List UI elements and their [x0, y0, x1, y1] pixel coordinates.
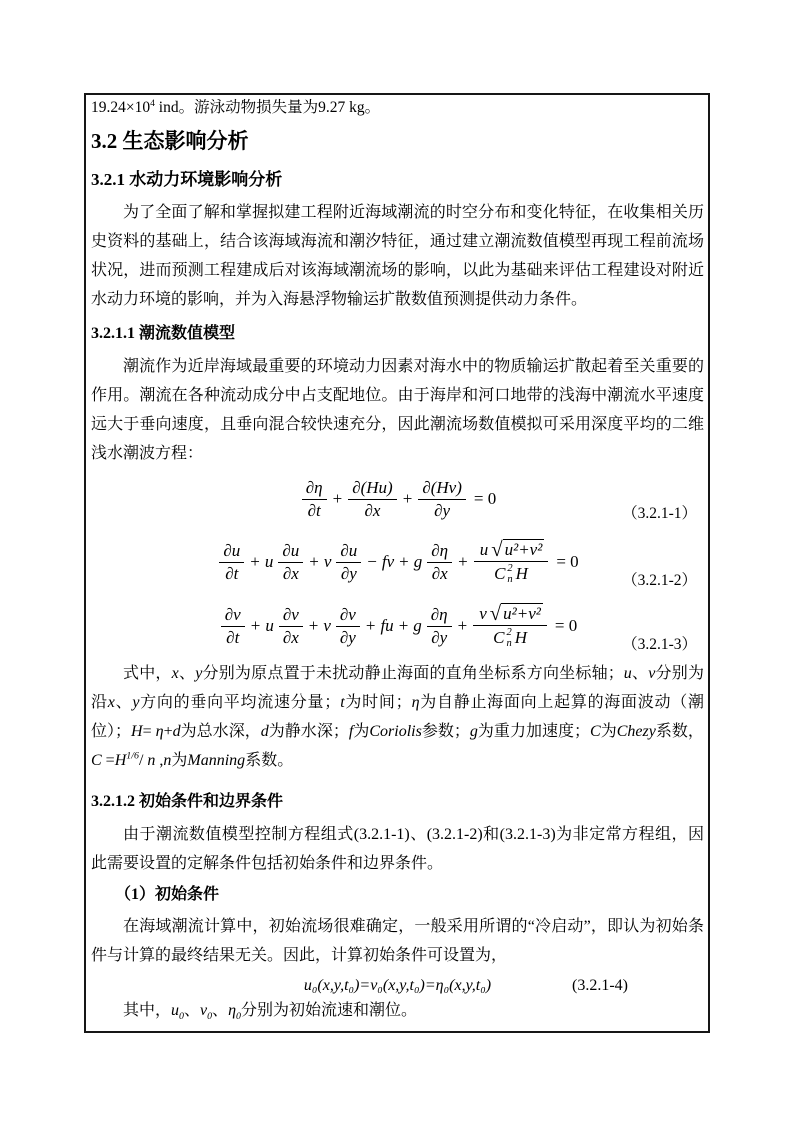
fraction-numerator: ∂(Hv): [418, 478, 466, 500]
text-run: 分别为原点置于未扰动静止海面的直角坐标系方向坐标轴；: [202, 665, 624, 682]
variable: u: [264, 552, 274, 572]
variable: H: [514, 627, 527, 647]
equals-zero: = 0: [556, 552, 579, 572]
variable: u: [479, 540, 489, 560]
text-run: 其中，: [123, 1002, 172, 1019]
text-run: n: [147, 752, 156, 769]
subscript: n: [506, 637, 512, 649]
report-table-cell: [84, 93, 710, 1033]
sup-sub-stack: [507, 563, 512, 585]
text-run: Chezy: [616, 723, 656, 740]
text-run: C: [91, 752, 102, 769]
text-run: Manning: [187, 752, 246, 769]
operator: +: [399, 552, 409, 572]
fraction-denominator: [491, 626, 529, 649]
fraction-denominator: ∂y: [339, 627, 356, 647]
fraction: [427, 541, 452, 583]
text-run: +: [163, 723, 173, 740]
text-run: Coriolis: [369, 723, 422, 740]
fraction: [221, 605, 245, 647]
variable: C: [493, 627, 505, 647]
fraction-denominator: ∂x: [282, 563, 299, 583]
text-run: x: [171, 665, 179, 682]
fraction: [219, 541, 244, 583]
equation-momentum-x: [91, 533, 704, 591]
text-run: 0: [207, 1011, 213, 1023]
text-run: 19.24×10: [91, 99, 151, 116]
text-run: t: [340, 694, 345, 711]
text-run: n: [163, 752, 172, 769]
subscript: n: [507, 573, 513, 585]
text-run: 方向的垂向平均流速分量；: [139, 694, 341, 711]
fraction: [278, 541, 303, 583]
text-run: η: [411, 694, 420, 711]
fraction-numerator: ∂η: [427, 541, 452, 563]
text-run: 、: [212, 1002, 229, 1019]
text-run: H: [131, 723, 143, 740]
sqrt-icon: √: [489, 603, 502, 626]
paragraph-definite-conditions: 由于潮流数值模型控制方程组式(3.2.1-1)、(3.2.1-2)和(3.2.1-3)为非定常方程组，因此需要设置的定解条件包括初始条件和边界条件。: [91, 826, 704, 872]
text-run: 0: [179, 1011, 184, 1023]
operator: +: [308, 616, 319, 636]
fraction-numerator: ∂v: [336, 605, 360, 627]
variable: g: [413, 616, 422, 636]
fraction: [336, 605, 360, 647]
text-run: 0: [236, 1011, 241, 1023]
fraction: [336, 541, 361, 583]
heading-3-2: 3.2 生态影响分析: [91, 129, 249, 153]
text-run: ,: [155, 752, 164, 769]
variable: v: [323, 616, 331, 636]
equation-continuity: [91, 474, 704, 524]
heading-3-2-1: 3.2.1 水动力环境影响分析: [91, 170, 283, 189]
heading-3-2-1-2: 3.2.1.2 初始条件和边界条件: [91, 793, 284, 810]
radicand: u²+v²: [503, 604, 541, 624]
text-run: d: [172, 723, 181, 740]
text-run: 分别为沿: [91, 665, 704, 711]
text-run: x: [107, 694, 115, 711]
operator: +: [457, 616, 468, 636]
text-run: 为时间；: [344, 694, 412, 711]
variable: C: [494, 563, 506, 583]
variable: v: [479, 604, 487, 624]
fraction-denominator: ∂y: [340, 563, 357, 583]
operator: +: [309, 552, 319, 572]
text-run: v: [648, 665, 656, 682]
text-run: H: [114, 752, 127, 769]
fraction: [279, 605, 303, 647]
sqrt-icon: √: [491, 539, 503, 562]
operator: +: [250, 552, 260, 572]
variable: fu: [380, 616, 394, 636]
text-run: 、: [183, 1002, 200, 1019]
paragraph-initial-symbols: [91, 998, 704, 1024]
text-run: 式中，: [123, 665, 172, 682]
variable: u: [265, 616, 274, 636]
text-run: ind。游泳动物损失量为9.27 kg。: [154, 99, 381, 116]
variable: v: [323, 552, 332, 572]
superscript: 2: [506, 626, 512, 638]
equation-momentum-y: [91, 597, 704, 655]
fraction-denominator: ∂t: [225, 563, 239, 583]
operator: +: [332, 489, 343, 509]
text-run: C: [590, 723, 601, 740]
fraction: [348, 478, 397, 520]
fraction-numerator: ∂u: [278, 541, 303, 563]
equation-number: （3.2.1-2）: [622, 572, 697, 590]
fraction: [302, 478, 327, 520]
fraction-denominator: ∂y: [434, 500, 451, 520]
paragraph-hydrodynamic-overview: 为了全面了解和掌握拟建工程附近海域潮流的时空分布和变化特征，在收集相关历史资料的基础上，结合该海域海流和潮汐特征，通过建立潮流数值模型再现工程前流场状况，进而预测工程建成后对该海域潮流场的影响，以此为基础来评估工程建设对附近水动力环境的影响，并为入海悬浮物输运扩散数值预测提供动力条件。: [91, 204, 704, 308]
superscript: 2: [507, 562, 513, 574]
fraction: [418, 478, 466, 520]
operator: +: [365, 616, 376, 636]
fraction-denominator: ∂y: [431, 627, 448, 647]
text-run: 1/6: [126, 750, 139, 762]
variable: fv: [381, 552, 395, 572]
fraction-numerator: ∂v: [279, 605, 303, 627]
equation-number: （3.2.1-3）: [622, 636, 697, 654]
text-run: 为: [171, 752, 188, 769]
fraction-numerator: ∂η: [302, 478, 327, 500]
fraction-numerator: ∂v: [221, 605, 245, 627]
text-run: =: [101, 752, 115, 769]
text-run: g: [469, 723, 478, 740]
text-run: 系数，: [655, 723, 704, 740]
radicand: u²+v²: [504, 540, 543, 560]
text-run: v: [199, 1002, 208, 1019]
text-run: d: [260, 723, 269, 740]
text-run: η: [155, 723, 164, 740]
fraction-numerator: [474, 539, 549, 562]
text-run: 系数。: [245, 752, 294, 769]
equation-number: (3.2.1-4): [572, 977, 628, 994]
text-run: 、: [631, 665, 649, 682]
text-run: 分别为初始流速和潮位。: [240, 1002, 417, 1019]
fraction-numerator: ∂u: [219, 541, 244, 563]
text-run: =: [142, 723, 156, 740]
fraction-denominator: ∂x: [364, 500, 381, 520]
operator: +: [458, 552, 468, 572]
text-run: /: [138, 752, 148, 769]
paragraph-cold-start: 在海域潮流计算中，初始流场很难确定，一般采用所谓的“冷启动”，即认为初始条件与计算的最终结果无关。因此，计算初始条件可设置为，: [91, 918, 704, 964]
text-run: 为自静止海面向上起算的海面波动（潮位）；: [91, 694, 704, 740]
variable: H: [515, 563, 528, 583]
fraction-denominator: ∂x: [282, 627, 299, 647]
fraction-friction-term: [473, 603, 547, 649]
paragraph-symbol-definitions: [91, 659, 704, 775]
operator: +: [250, 616, 261, 636]
fraction-denominator: ∂x: [431, 563, 448, 583]
heading-3-2-1-1: 3.2.1.1 潮流数值模型: [91, 325, 236, 342]
text-run: 、: [114, 694, 133, 711]
text-run: 参数；: [421, 723, 470, 740]
fraction-denominator: [492, 562, 530, 585]
fraction-friction-term: [474, 539, 549, 585]
text-run: y: [132, 694, 140, 711]
fraction: [427, 605, 452, 647]
text-run: 为: [600, 723, 617, 740]
text-run: 、: [178, 665, 196, 682]
equation-number: （3.2.1-1）: [622, 505, 697, 523]
text-run: 为: [353, 723, 370, 740]
text-run: 4: [150, 97, 155, 109]
text-run: f: [348, 723, 354, 740]
text-run: 为总水深，: [180, 723, 261, 740]
text-run: u: [171, 1002, 180, 1019]
fraction-denominator: ∂t: [226, 627, 240, 647]
operator: −: [367, 552, 377, 572]
text-run: 为静水深；: [268, 723, 349, 740]
intro-line: [91, 96, 704, 119]
variable: g: [413, 552, 423, 572]
paragraph-tidal-current-model: 潮流作为近岸海域最重要的环境动力因素对海水中的物质输运扩散起着至关重要的作用。潮流在各种流动成分中占支配地位。由于海岸和河口地带的浅海中潮流水平速度远大于垂向速度，且垂向混合较快速充分，因此潮流场数值模拟可采用深度平均的二维浅水潮波方程：: [91, 358, 704, 462]
fraction-numerator: [473, 603, 547, 626]
text-run: y: [195, 665, 203, 682]
fraction-numerator: ∂u: [336, 541, 361, 563]
text-run: η: [228, 1002, 236, 1019]
sup-sub-stack: [506, 627, 511, 649]
fraction-numerator: ∂η: [427, 605, 452, 627]
heading-initial-conditions: （1）初始条件: [115, 886, 220, 903]
equation-body: u₀(x,y,t₀)=v₀(x,y,t₀)=η₀(x,y,t₀): [303, 977, 492, 994]
text-run: u: [623, 665, 632, 682]
fraction-numerator: ∂(Hu): [348, 478, 397, 500]
operator: +: [398, 616, 409, 636]
equals-zero: = 0: [554, 616, 578, 636]
equation-initial-conditions: [91, 974, 704, 998]
fraction-denominator: ∂t: [307, 500, 321, 520]
equals-zero: = 0: [473, 489, 497, 509]
operator: +: [402, 489, 413, 509]
text-run: 为重力加速度；: [477, 723, 591, 740]
